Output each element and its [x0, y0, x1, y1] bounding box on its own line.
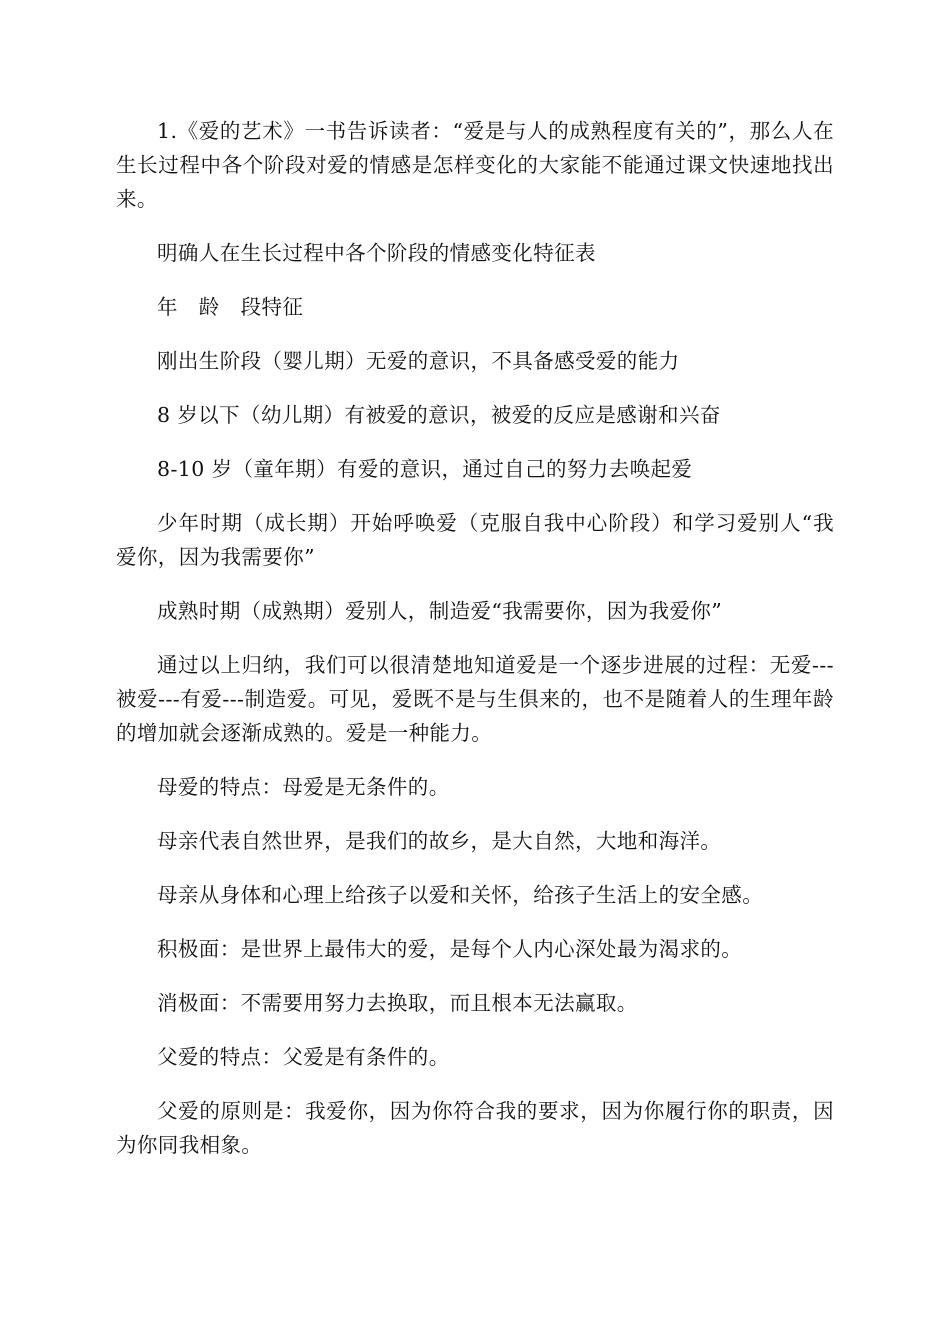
paragraph-table-header: 年 龄 段特征: [157, 295, 304, 319]
paragraph-father-principle: 父爱的原则是：我爱你，因为你符合我的要求，因为你履行你的职责，因为你同我相象。: [116, 1099, 834, 1157]
paragraph-stage-toddler: 8 岁以下（幼儿期）有被爱的意识，被爱的反应是感谢和兴奋: [157, 403, 721, 427]
document-page: [116, 114, 834, 1162]
paragraph-stage-child: 8-10 岁（童年期）有爱的意识，通过自己的努力去唤起爱: [157, 457, 693, 481]
paragraph-mother-care: 母亲从身体和心理上给孩子以爱和关怀，给孩子生活上的安全感。: [157, 883, 764, 907]
paragraph-positive-side: 积极面：是世界上最伟大的爱，是每个人内心深处最为渴求的。: [157, 937, 743, 961]
paragraph-summary: 通过以上归纳，我们可以很清楚地知道爱是一个逐步进展的过程：无爱---被爱---有爱---制造爱。可见，爱既不是与生俱来的，也不是随着人的生理年龄的增加就会逐渐成熟的。爱是一种能力。: [116, 653, 834, 745]
paragraph-father-love-trait: 父爱的特点：父爱是有条件的。: [157, 1045, 450, 1069]
paragraph-negative-side: 消极面：不需要用努力去换取，而且根本无法赢取。: [157, 991, 638, 1015]
paragraph-intro-question: 1.《爱的艺术》一书告诉读者：“爱是与人的成熟程度有关的”，那么人在生长过程中各个阶段对爱的情感是怎样变化的大家能不能通过课文快速地找出来。: [116, 119, 834, 211]
paragraph-stage-youth: 少年时期（成长期）开始呼唤爱（克服自我中心阶段）和学习爱别人“我爱你，因为我需要你”: [116, 511, 834, 569]
paragraph-stage-mature: 成熟时期（成熟期）爱别人，制造爱“我需要你，因为我爱你”: [157, 599, 723, 623]
paragraph-mother-love-trait: 母爱的特点：母爱是无条件的。: [157, 775, 450, 799]
paragraph-table-title: 明确人在生长过程中各个阶段的情感变化特征表: [157, 241, 596, 265]
paragraph-mother-represents: 母亲代表自然世界，是我们的故乡，是大自然，大地和海洋。: [157, 829, 722, 853]
paragraph-stage-infant: 刚出生阶段（婴儿期）无爱的意识，不具备感受爱的能力: [157, 349, 680, 373]
